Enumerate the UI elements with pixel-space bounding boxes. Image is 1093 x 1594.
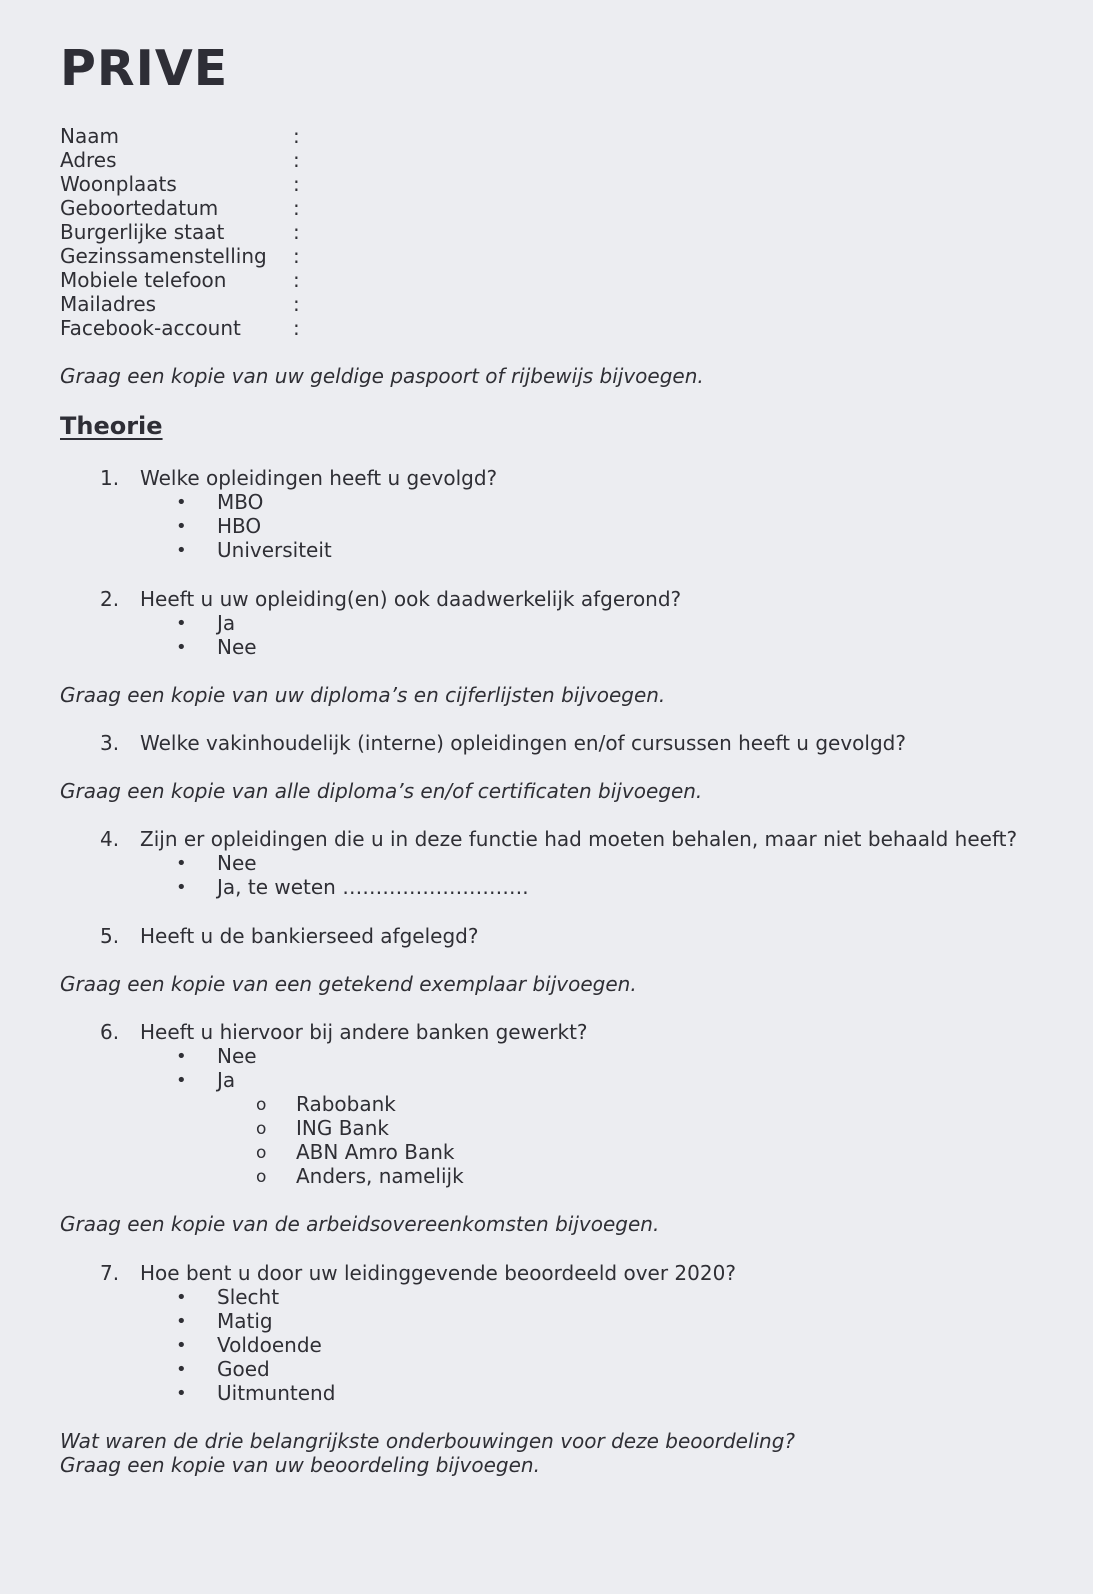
field-colon: : [293,316,300,340]
option-mbo: MBO [217,490,264,514]
note-review-copy: Graag een kopie van uw beoordeling bijvoegen. [60,1453,540,1477]
option-uitmuntend: Uitmuntend [217,1381,336,1405]
bullet-icon: • [176,492,187,513]
option-nee: Nee [217,851,257,875]
note-certificates-copy: Graag een kopie van alle diploma’s en/of certificaten bijvoegen. [60,779,703,803]
option-ja-te-weten: Ja, te weten ………………………. [217,875,529,899]
bullet-icon: • [176,540,187,561]
option-rabobank: Rabobank [296,1092,396,1116]
bullet-icon: • [176,877,187,898]
field-label-mailadres: Mailadres [60,292,157,316]
question-3-text: Welke vakinhoudelijk (interne) opleidingen en/of cursussen heeft u gevolgd? [140,731,906,755]
question-number: 7. [100,1261,120,1285]
bullet-icon: • [176,637,187,658]
question-number: 2. [100,587,120,611]
bullet-icon: • [176,1287,187,1308]
question-number: 1. [100,466,120,490]
option-slecht: Slecht [217,1285,280,1309]
note-contracts-copy: Graag een kopie van de arbeidsovereenkomsten bijvoegen. [60,1212,660,1236]
field-label-geboortedatum: Geboortedatum [60,196,219,220]
question-number: 5. [100,924,120,948]
field-colon: : [293,172,300,196]
page-title: PRIVE [60,40,229,97]
question-number: 6. [100,1020,120,1044]
bullet-icon: • [176,1046,187,1067]
bullet-icon: • [176,613,187,634]
option-matig: Matig [217,1309,273,1333]
field-colon: : [293,196,300,220]
field-label-woonplaats: Woonplaats [60,172,177,196]
note-id-copy: Graag een kopie van uw geldige paspoort of rijbewijs bijvoegen. [60,364,704,388]
field-label-gezinssamenstelling: Gezinssamenstelling [60,244,267,268]
field-colon: : [293,124,300,148]
bullet-icon: • [176,516,187,537]
field-label-burgerlijke-staat: Burgerlijke staat [60,220,225,244]
field-colon: : [293,268,300,292]
circle-bullet-icon: o [256,1143,267,1163]
question-4-text: Zijn er opleidingen die u in deze functie had moeten behalen, maar niet behaald heeft? [140,827,1018,851]
question-2-text: Heeft u uw opleiding(en) ook daadwerkelijk afgerond? [140,587,682,611]
option-ja: Ja [217,1068,236,1092]
question-1-text: Welke opleidingen heeft u gevolgd? [140,466,498,490]
bullet-icon: • [176,1070,187,1091]
field-colon: : [293,292,300,316]
field-colon: : [293,220,300,244]
field-colon: : [293,148,300,172]
option-universiteit: Universiteit [217,538,332,562]
circle-bullet-icon: o [256,1167,267,1187]
field-label-mobiele-telefoon: Mobiele telefoon [60,268,227,292]
option-nee: Nee [217,635,257,659]
option-anders-namelijk: Anders, namelijk [296,1164,464,1188]
bullet-icon: • [176,1383,187,1404]
question-7-text: Hoe bent u door uw leidinggevende beoordeeld over 2020? [140,1261,736,1285]
section-title-theorie: Theorie [60,412,163,440]
field-label-adres: Adres [60,148,117,172]
option-hbo: HBO [217,514,262,538]
note-diploma-copy: Graag een kopie van uw diploma’s en cijferlijsten bijvoegen. [60,683,666,707]
option-voldoende: Voldoende [217,1333,322,1357]
bullet-icon: • [176,1359,187,1380]
question-6-text: Heeft u hiervoor bij andere banken gewerkt? [140,1020,588,1044]
question-number: 4. [100,827,120,851]
circle-bullet-icon: o [256,1119,267,1139]
option-abn-amro-bank: ABN Amro Bank [296,1140,455,1164]
note-review-question: Wat waren de drie belangrijkste onderbouwingen voor deze beoordeling? [60,1429,796,1453]
field-label-facebook-account: Facebook-account [60,316,241,340]
circle-bullet-icon: o [256,1095,267,1115]
option-ing-bank: ING Bank [296,1116,389,1140]
option-ja: Ja [217,611,236,635]
option-nee: Nee [217,1044,257,1068]
question-5-text: Heeft u de bankierseed afgelegd? [140,924,479,948]
bullet-icon: • [176,853,187,874]
question-number: 3. [100,731,120,755]
field-colon: : [293,244,300,268]
bullet-icon: • [176,1335,187,1356]
bullet-icon: • [176,1311,187,1332]
option-goed: Goed [217,1357,270,1381]
note-oath-copy: Graag een kopie van een getekend exemplaar bijvoegen. [60,972,637,996]
field-label-naam: Naam [60,124,119,148]
